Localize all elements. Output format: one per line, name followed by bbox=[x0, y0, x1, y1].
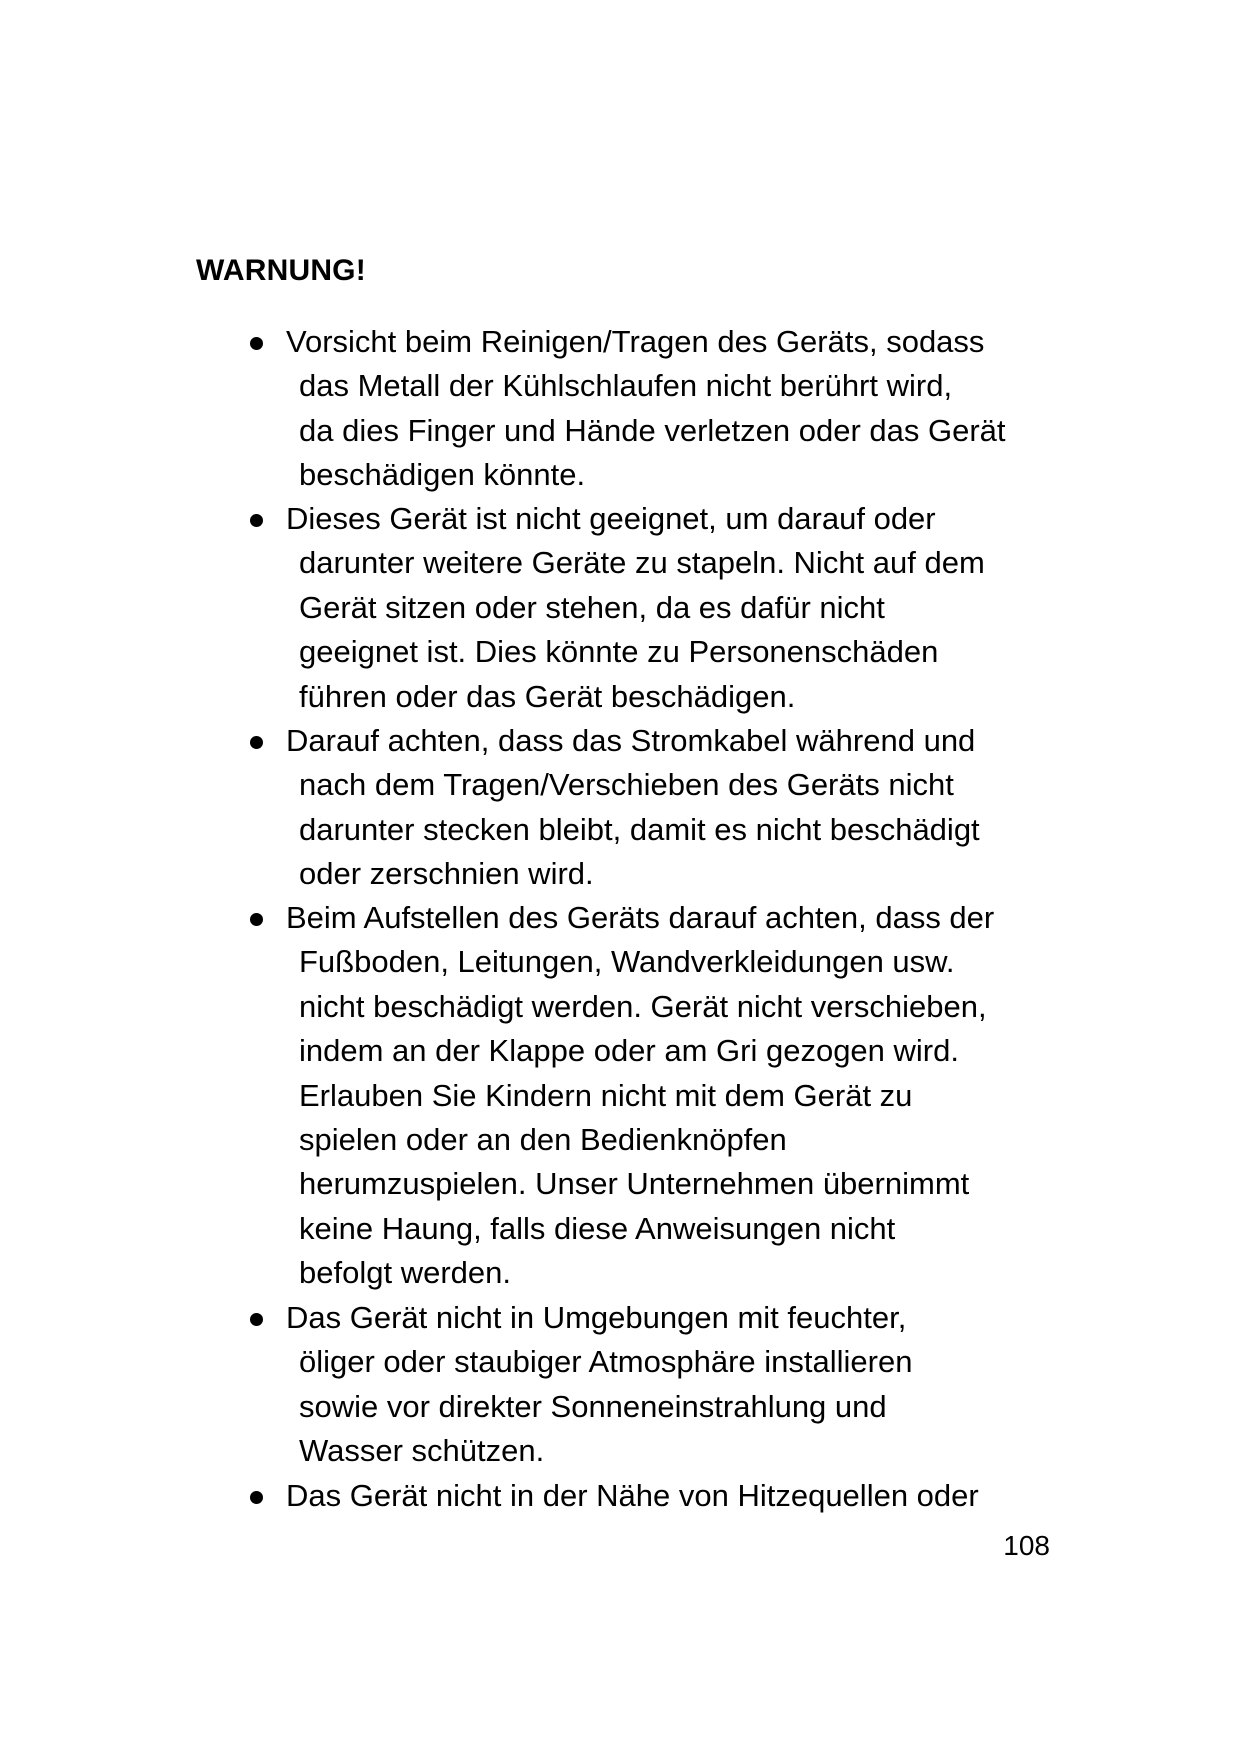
warning-line: Wasser schützen. bbox=[299, 1433, 545, 1469]
warning-line: sowie vor direkter Sonneneinstrahlung und bbox=[299, 1388, 887, 1424]
warning-item bbox=[250, 497, 1070, 719]
warning-item bbox=[250, 320, 1070, 498]
bullet-icon bbox=[250, 913, 263, 926]
warning-item bbox=[250, 896, 1070, 1296]
warning-line: Erlauben Sie Kindern nicht mit dem Gerät zu bbox=[299, 1077, 913, 1113]
warning-line: befolgt werden. bbox=[299, 1255, 511, 1291]
warning-line: öliger oder staubiger Atmosphäre installieren bbox=[299, 1344, 913, 1380]
warning-line: darunter stecken bleibt, damit es nicht beschädigt bbox=[299, 811, 980, 847]
warning-line: Dieses Gerät ist nicht geeignet, um darauf oder bbox=[286, 501, 936, 536]
bullet-icon bbox=[250, 1313, 263, 1326]
warning-line: nach dem Tragen/Verschieben des Geräts nicht bbox=[299, 767, 954, 803]
warning-line: keine Haung, falls diese Anweisungen nicht bbox=[299, 1210, 896, 1246]
warning-line: nicht beschädigt werden. Gerät nicht verschieben, bbox=[299, 988, 987, 1024]
warning-line: Darauf achten, dass das Stromkabel während und bbox=[286, 723, 976, 758]
warning-line: Beim Aufstellen des Geräts darauf achten, dass der bbox=[286, 900, 995, 935]
bullet-icon bbox=[250, 337, 263, 350]
warning-heading: WARNUNG! bbox=[196, 254, 366, 287]
warning-line: darunter weitere Geräte zu stapeln. Nicht auf dem bbox=[299, 545, 985, 581]
warning-line: oder zerschnien wird. bbox=[299, 856, 594, 892]
bullet-icon bbox=[250, 1491, 263, 1504]
warning-line: herumzuspielen. Unser Unternehmen übernimmt bbox=[299, 1166, 970, 1202]
warning-line: Das Gerät nicht in Umgebungen mit feuchter, bbox=[286, 1300, 907, 1335]
warning-line: da dies Finger und Hände verletzen oder das Gerät bbox=[299, 412, 1006, 448]
warning-line: Fußboden, Leitungen, Wandverkleidungen usw. bbox=[299, 944, 955, 980]
warning-item bbox=[250, 1474, 1070, 1518]
warning-item bbox=[250, 1296, 1070, 1474]
warning-line: Vorsicht beim Reinigen/Tragen des Geräts, sodass bbox=[286, 324, 985, 359]
warning-line: Gerät sitzen oder stehen, da es dafür nicht bbox=[299, 589, 885, 625]
bullet-icon bbox=[250, 736, 263, 749]
warning-line: beschädigen könnte. bbox=[299, 457, 586, 493]
warning-line: das Metall der Kühlschlaufen nicht berührt wird, bbox=[299, 368, 953, 404]
warning-line: spielen oder an den Bedienknöpfen bbox=[299, 1122, 787, 1158]
bullet-icon bbox=[250, 514, 263, 527]
warning-line: geeignet ist. Dies könnte zu Personenschäden bbox=[299, 634, 939, 670]
page-number: 108 bbox=[1003, 1530, 1050, 1561]
warning-line: indem an der Klappe oder am Gri gezogen wird. bbox=[299, 1033, 959, 1069]
warning-item bbox=[250, 719, 1070, 897]
warning-line: Das Gerät nicht in der Nähe von Hitzequellen oder bbox=[286, 1478, 979, 1513]
warning-line: führen oder das Gerät beschädigen. bbox=[299, 678, 796, 714]
